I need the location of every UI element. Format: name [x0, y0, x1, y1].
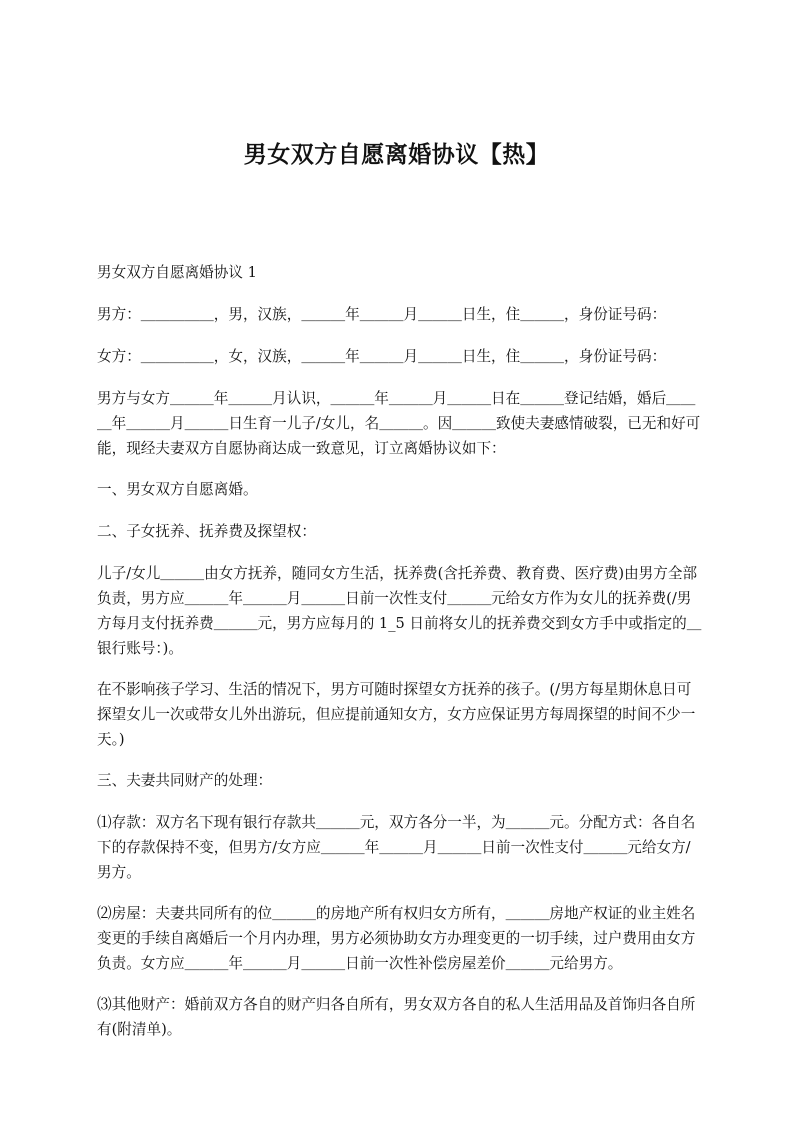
clause-1-divorce: 一、男女双方自愿离婚。	[97, 481, 258, 498]
visitation-rights: 在不影响孩子学习、生活的情况下，男方可随时探望女方抚养的孩子。(/男方每星期休息日可探望女儿一次或带女儿外出游玩，但应提前通知女方，女方应保证男方每周探望的时间不少一天。)	[97, 681, 696, 748]
property-deposits: ⑴存款：双方名下现有银行存款共＿＿＿元，双方各分一半，为＿＿＿元。分配方式：各自名下的存款保持不变，但男方/女方应＿＿＿年＿＿＿月＿＿＿日前一次性支付＿＿＿元给女方/男方。	[97, 814, 696, 881]
clause-2-heading: 二、子女抚养、抚养费及探望权：	[97, 523, 316, 540]
document-title: 男女双方自愿离婚协议【热】	[243, 142, 550, 168]
wife-info: 女方：＿＿＿＿＿，女，汉族，＿＿＿年＿＿＿月＿＿＿日生，住＿＿＿，身份证号码：	[97, 348, 667, 365]
husband-info: 男方：＿＿＿＿＿，男，汉族，＿＿＿年＿＿＿月＿＿＿日生，住＿＿＿，身份证号码：	[97, 306, 667, 323]
clause-3-heading: 三、夫妻共同财产的处理：	[97, 772, 273, 789]
property-other: ⑶其他财产：婚前双方各自的财产归各自所有，男女双方各自的私人生活用品及首饰归各自所有(附清单)。	[97, 996, 696, 1038]
marriage-background: 男方与女方＿＿＿年＿＿＿月认识，＿＿＿年＿＿＿月＿＿＿日在＿＿＿登记结婚，婚后＿＿＿年＿＿＿月＿＿＿日生育一儿子/女儿，名＿＿＿。因＿＿＿致使夫妻感情破裂，已无和好可能，现经夫妻双方自愿协商达成一致意见，订立离婚协议如下：	[97, 390, 701, 457]
document-body	[97, 260, 702, 1058]
property-house: ⑵房屋：夫妻共同所有的位＿＿＿的房地产所有权归女方所有，＿＿＿房地产权证的业主姓名变更的手续自离婚后一个月内办理，男方必须协助女方办理变更的一切手续，过户费用由女方负责。女方应＿＿＿年＿＿＿月＿＿＿日前一次性补偿房屋差价＿＿＿元给男方。	[97, 905, 696, 972]
child-custody: 儿子/女儿＿＿＿由女方抚养，随同女方生活，抚养费(含托养费、教育费、医疗费)由男方全部负责，男方应＿＿＿年＿＿＿月＿＿＿日前一次性支付＿＿＿元给女方作为女儿的抚养费(/男方每月支付抚养费＿＿＿元，男方应每月的 1_5 日前将女儿的抚养费交到女方手中或指定的＿银行账号：)。	[97, 565, 702, 657]
agreement-heading: 男女双方自愿离婚协议 1	[97, 264, 257, 281]
